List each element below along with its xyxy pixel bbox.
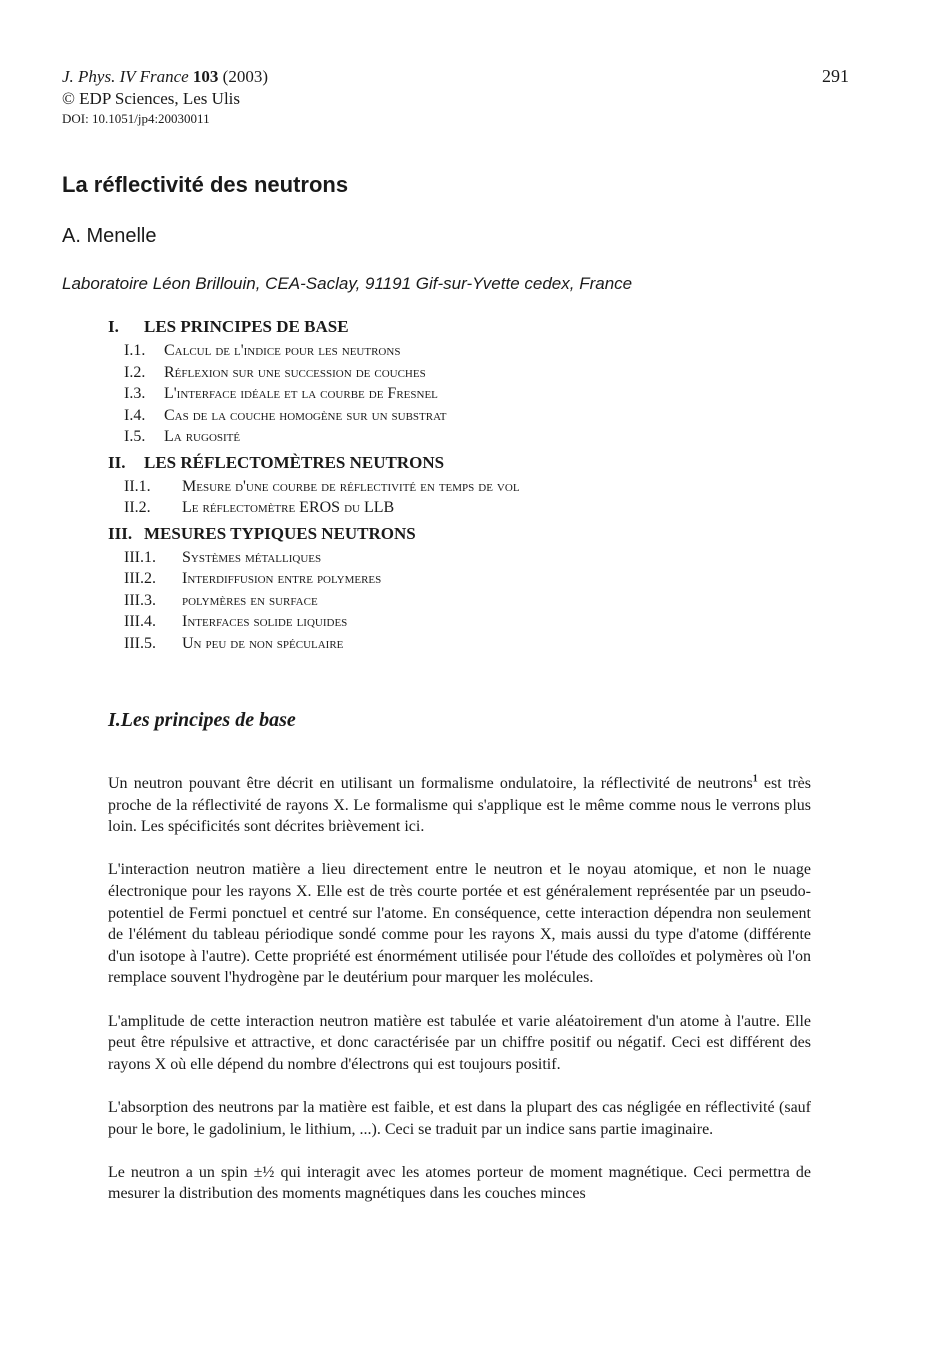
table-of-contents: [108, 314, 808, 656]
toc-item-number: III.3.: [124, 591, 156, 609]
toc-item: [124, 633, 808, 655]
toc-item-number: III.4.: [124, 613, 156, 630]
article-title: La réflectivité des neutrons: [62, 172, 349, 197]
footnote-mark: 1: [752, 773, 758, 785]
toc-section-number: II.: [108, 452, 126, 472]
publisher: © EDP Sciences, Les Ulis: [62, 89, 241, 108]
toc-item: [124, 611, 808, 633]
toc-item-number: III.1.: [124, 548, 156, 566]
paragraph-text: Un neutron pouvant être décrit en utilisant un formalisme ondulatoire, la réflectivité de neutrons: [108, 775, 753, 792]
journal-name: J. Phys. IV France: [62, 67, 189, 86]
toc-item: [124, 590, 808, 612]
toc-section-number: III.: [108, 523, 133, 543]
toc-item-list: [124, 340, 808, 448]
toc-item: [124, 426, 808, 448]
toc-item: [124, 497, 808, 519]
toc-item: [124, 568, 808, 590]
toc-item-number: II.2.: [124, 499, 151, 516]
affiliation: Laboratoire Léon Brillouin, CEA-Saclay, 91191 Gif-sur-Yvette cedex, France: [62, 274, 633, 293]
toc-item-number: I.4.: [124, 406, 146, 424]
toc-item-text: Cas de la couche homogène sur un substrat: [164, 406, 447, 424]
toc-section: [108, 521, 808, 547]
toc-item-text: Interdiffusion entre polymeres: [182, 570, 382, 587]
toc-item-text: Un peu de non spéculaire: [182, 634, 344, 652]
toc-item-number: I.2.: [124, 363, 146, 381]
toc-item: [124, 405, 808, 427]
author: A. Menelle: [62, 225, 157, 247]
journal-year: (2003): [222, 67, 268, 86]
toc-item-number: III.5.: [124, 634, 156, 652]
paragraph-text: est très proche de la réflectivité de rayons X. Le formalisme qui s'applique est le même comme nous le verrons plus loin. Les spécificités sont décrites brièvement ici.: [108, 775, 812, 836]
toc-item-list: [124, 547, 808, 655]
journal-reference: [62, 66, 268, 88]
toc-item-list: [124, 476, 808, 519]
toc-item: [124, 362, 808, 384]
paragraph: L'absorption des neutrons par la matière est faible, et est dans la plupart des cas négligée en réflectivité (sauf pour le bore, le gadolinium, le lithium, ...). Ceci se traduit par un indice sans partie imaginaire.: [108, 1098, 811, 1138]
toc-item-text: La rugosité: [164, 428, 241, 445]
doi: DOI: 10.1051/jp4:20030011: [62, 111, 210, 126]
toc-section: [108, 314, 808, 340]
section-heading: I.Les principes de base: [108, 709, 296, 731]
toc-section-title: LES PRINCIPES DE BASE: [144, 317, 349, 336]
toc-item-text: Interfaces solide liquides: [182, 613, 348, 630]
body-text: [108, 773, 811, 1226]
toc-section-title: LES RÉFLECTOMÈTRES NEUTRONS: [144, 452, 445, 472]
toc-item: [124, 383, 808, 405]
toc-item-text: L'interface idéale et la courbe de Fresnel: [164, 385, 438, 402]
paragraph: L'interaction neutron matière a lieu directement entre le neutron et le noyau atomique, et non le nuage électronique pour les rayons X. Elle est de très courte portée et est généralement représentée par un pseudo-potentiel de Fermi ponctuel et centré sur l'atome. En conséquence, cette interaction dépendra non seulement de l'élément du tableau périodique sondé comme pour les rayons X, mais aussi du type d'atome (différente d'un isotope à l'autre). Cette propriété est énormément utilisée pour l'étude des colloïdes et polymères où l'on remplace souvent l'hydrogène par le deutérium pour marquer les molécules.: [108, 861, 811, 987]
toc-item-text: Systèmes métalliques: [182, 548, 322, 566]
toc-item-number: I.5.: [124, 428, 146, 445]
page-number: 291: [822, 66, 849, 86]
paragraph: L'amplitude de cette interaction neutron matière est tabulée et varie aléatoirement d'un atome à l'autre. Elle peut être répulsive et attractive, et donc caractérisée par un chiffre positif ou négatif. Ceci est différent des rayons X où elle dépend du nombre d'électrons qui est toujours positif.: [108, 1012, 811, 1073]
toc-section-number: I.: [108, 317, 119, 336]
toc-item-number: III.2.: [124, 570, 156, 587]
toc-item-number: II.1.: [124, 477, 151, 495]
paragraph: [108, 773, 811, 838]
toc-section-title: MESURES TYPIQUES NEUTRONS: [144, 523, 416, 543]
toc-item: [124, 547, 808, 569]
toc-item-number: I.1.: [124, 342, 146, 359]
toc-item-text: Mesure d'une courbe de réflectivité en temps de vol: [182, 477, 520, 495]
toc-section: [108, 450, 808, 476]
toc-item-text: Calcul de l'indice pour les neutrons: [164, 342, 401, 359]
toc-item-text: polymères en surface: [182, 591, 318, 609]
toc-item-text: Le réflectomètre EROS du LLB: [182, 499, 395, 516]
toc-item-number: I.3.: [124, 385, 146, 402]
journal-citation: [62, 66, 268, 128]
journal-volume: 103: [192, 67, 219, 86]
toc-item-text: Réflexion sur une succession de couches: [164, 363, 426, 381]
toc-item: [124, 476, 808, 498]
paragraph: Le neutron a un spin ±½ qui interagit avec les atomes porteur de moment magnétique. Ceci permettra de mesurer la distribution des moments magnétiques dans les couches minces: [108, 1163, 811, 1203]
toc-item: [124, 340, 808, 362]
